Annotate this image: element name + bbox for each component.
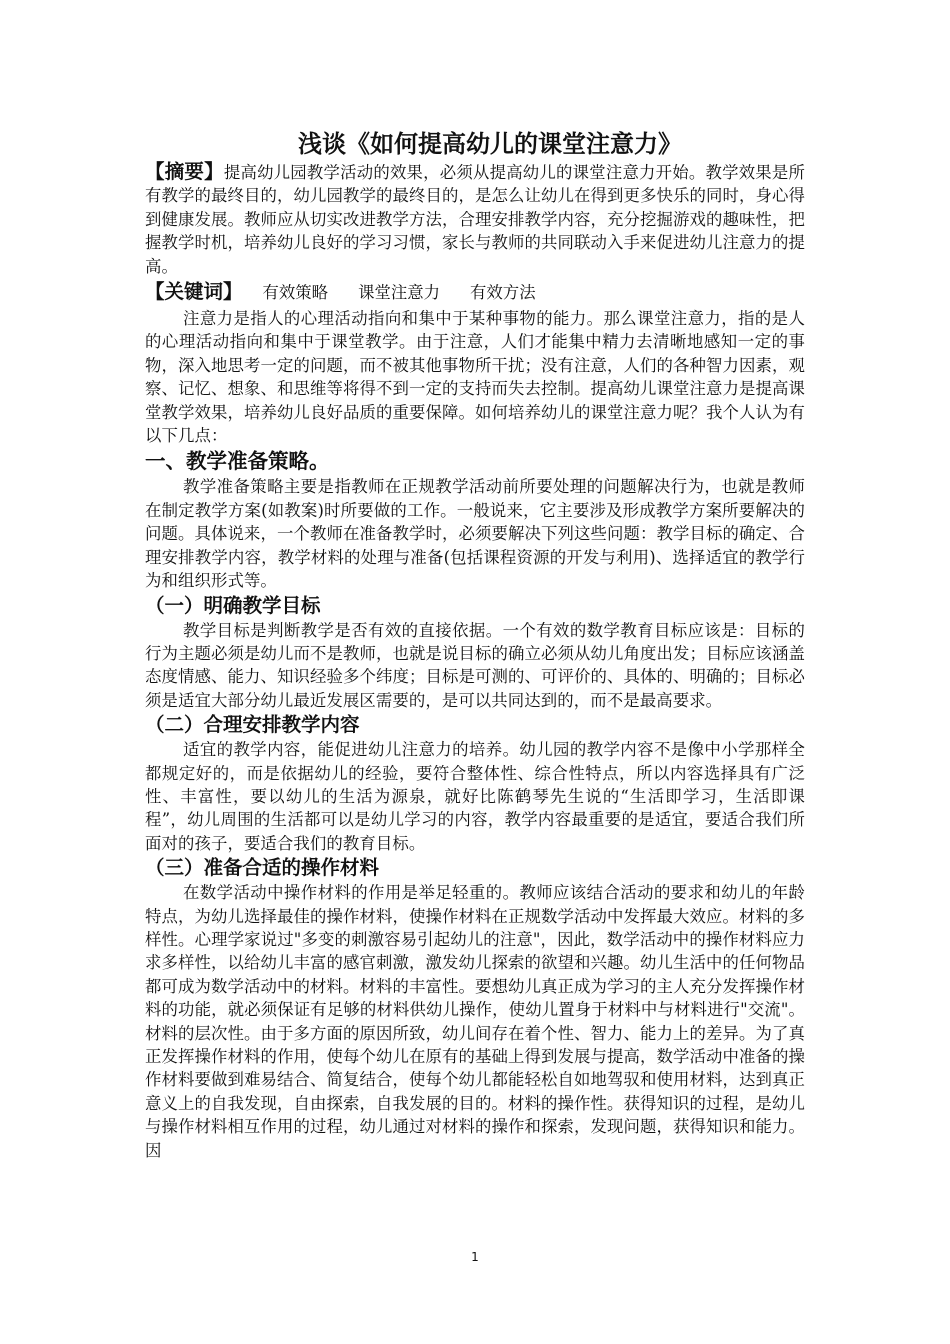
subsection-heading: （二）合理安排教学内容 bbox=[145, 713, 360, 737]
keywords-tag: 【关键词】 bbox=[145, 280, 243, 304]
subsection-paragraph: 适宜的教学内容，能促进幼儿注意力的培养。幼儿园的教学内容不是像中小学那样全都规定好的，而是依据幼儿的经验，要符合整体性、综合性特点，所以内容选择具有广泛性、丰富性，要以幼儿的生活为源泉，就好比陈鹤琴先生说的“生活即学习，生活即课程”，幼儿周围的生活都可以是幼儿学习的内容，教学内容最重要的是适宜，要适合我们所面对的孩子，要适合我们的教育目标。 bbox=[145, 740, 805, 853]
section-heading: 一、教学准备策略。 bbox=[145, 449, 330, 474]
keyword-item: 课堂注意力 bbox=[358, 283, 441, 303]
subsection-paragraph: 教学目标是判断教学是否有效的直接依据。一个有效的数学教育目标应该是：目标的行为主题必须是幼儿而不是教师，也就是说目标的确立必须从幼儿角度出发；目标应该涵盖态度情感、能力、知识经验多个纬度；目标是可测的、可评价的、具体的、明确的；目标必须是适宜大部分幼儿最近发展区需要的，是可以共同达到的，而不是最高要求。 bbox=[145, 620, 805, 710]
intro-paragraph: 注意力是指人的心理活动指向和集中于某种事物的能力。那么课堂注意力，指的是人的心理活动指向和集中于课堂教学。由于注意，人们才能集中精力去清晰地感知一定的事物，深入地思考一定的问题，而不被其他事物所干扰；没有注意，人们的各种智力因素，观察、记忆、想象、和思维等将得不到一定的支持而失去控制。提高幼儿课堂注意力是提高课堂教学效果，培养幼儿良好品质的重要保障。如何培养幼儿的课堂注意力呢？我个人认为有以下几点： bbox=[145, 309, 805, 446]
keywords-row bbox=[145, 278, 805, 307]
abstract-paragraph bbox=[145, 160, 805, 278]
keyword-item: 有效方法 bbox=[470, 283, 536, 303]
page-number: 1 bbox=[471, 1250, 479, 1264]
document-page bbox=[145, 128, 805, 1162]
subsection-heading: （一）明确教学目标 bbox=[145, 593, 321, 617]
abstract-tag: 【摘要】 bbox=[145, 160, 224, 183]
subsection-paragraph: 在数学活动中操作材料的作用是举足轻重的。教师应该结合活动的要求和幼儿的年龄特点，为幼儿选择最佳的操作材料，使操作材料在正规数学活动中发挥最大效应。材料的多样性。心理学家说过"多变的刺激容易引起幼儿的注意"，因此，数学活动中的操作材料应力求多样性，以给幼儿丰富的感官刺激，激发幼儿探索的欲望和兴趣。幼儿生活中的任何物品都可成为数学活动中的材料。材料的丰富性。要想幼儿真正成为学习的主人充分发挥操作材料的功能，就必须保证有足够的材料供幼儿操作，使幼儿置身于材料中与材料进行"交流"。材料的层次性。由于多方面的原因所致，幼儿间存在着个性、智力、能力上的差异。为了真正发挥操作材料的作用，使每个幼儿在原有的基础上得到发展与提高，数学活动中准备的操作材料要做到难易结合、简复结合，使每个幼儿都能轻松自如地驾驭和使用材料，达到真正意义上的自我发现，自由探索，自我发展的目的。材料的操作性。获得知识的过程，是幼儿与操作材料相互作用的过程，幼儿通过对材料的操作和探索，发现问题，获得知识和能力。因 bbox=[145, 883, 805, 1160]
document-title: 浅谈《如何提高幼儿的课堂注意力》 bbox=[298, 130, 682, 158]
section-paragraph: 教学准备策略主要是指教师在正规教学活动前所要处理的问题解决行为，也就是教师在制定教学方案(如教案)时所要做的工作。一般说来，它主要涉及形成教学方案所要解决的问题。具体说来，一个教师在准备教学时，必须要解决下列这些问题：教学目标的确定、合理安排教学内容，教学材料的处理与准备(包括课程资源的开发与利用)、选择适宜的教学行为和组织形式等。 bbox=[145, 477, 805, 591]
abstract-text: 提高幼儿园教学活动的效果，必须从提高幼儿的课堂注意力开始。教学效果是所有教学的最终目的，幼儿园教学的最终目的，是怎么让幼儿在得到更多快乐的同时，身心得到健康发展。教师应从切实改进教学方法，合理安排教学内容，充分挖掘游戏的趣味性，把握教学时机，培养幼儿良好的学习习惯，家长与教师的共同联动入手来促进幼儿注意力的提高。 bbox=[145, 163, 806, 276]
keyword-item: 有效策略 bbox=[262, 283, 329, 303]
subsection-heading: （三）准备合适的操作材料 bbox=[145, 856, 380, 880]
